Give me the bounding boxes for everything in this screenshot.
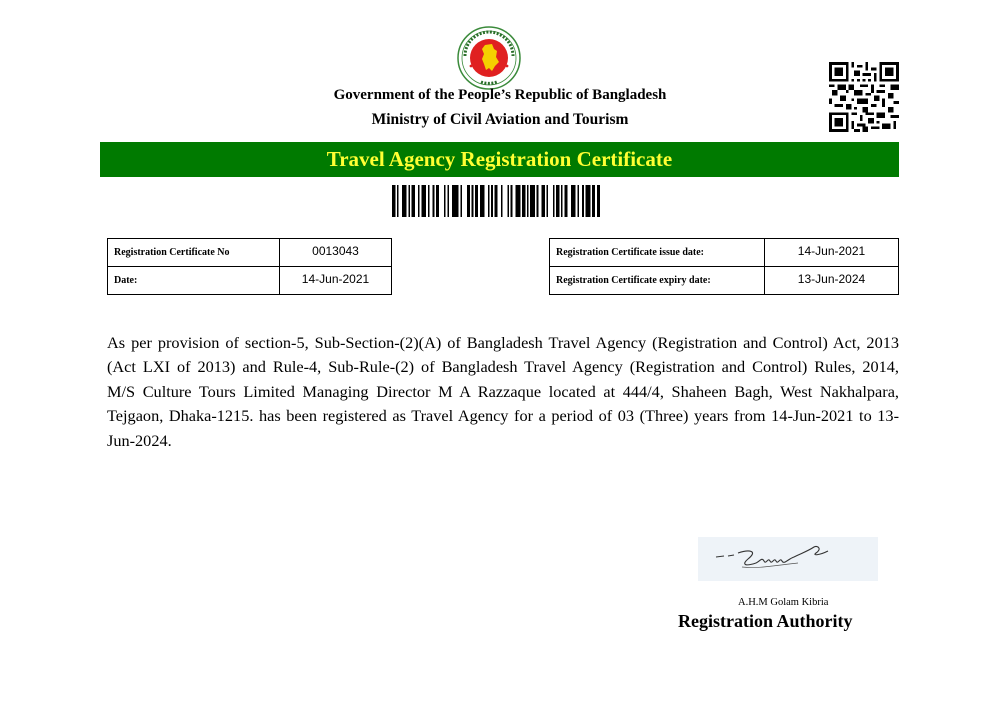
certificate-body-text: As per provision of section-5, Sub-Section-(2)(A) of Bangladesh Travel Agency (Registration and Control) Act, 2013 (Act LXI of 2013) and Rule-4, Sub-Rule-(2) of Bangladesh Travel Agency (Registration and Control) Rules, 2014, M/S Culture Tours Limited Managing Director M A Razzaque located at 444/4, Shaheen Bagh, West Nakhalpara, Tejgaon, Dhaka-1215. has been registered as Travel Agency for a period of 03 (Three) years from 14-Jun-2021 to 13-Jun-2024. (107, 333, 899, 450)
date-value: 14-Jun-2021 (280, 267, 392, 295)
expiry-date-label: Registration Certificate expiry date: (550, 267, 765, 295)
table-row (550, 239, 899, 267)
certificate-title: Travel Agency Registration Certificate (326, 147, 673, 171)
registration-number-label: Registration Certificate No (108, 239, 280, 267)
qr-code-icon (829, 62, 899, 132)
certificate-dates-table (549, 238, 899, 295)
registration-number-table (107, 238, 392, 295)
issue-date-value: 14-Jun-2021 (765, 239, 899, 267)
ministry-title: Ministry of Civil Aviation and Tourism (371, 111, 629, 128)
table-row (108, 267, 392, 295)
handwritten-signature-icon (698, 537, 878, 581)
government-title: Government of the People’s Republic of Bangladesh (333, 87, 667, 103)
issue-date-label: Registration Certificate issue date: (550, 239, 765, 267)
table-row (108, 239, 392, 267)
expiry-date-value: 13-Jun-2024 (765, 267, 899, 295)
signer-name: A.H.M Golam Kibria (738, 597, 829, 608)
registration-number-value: 0013043 (280, 239, 392, 267)
certificate-title-banner (100, 142, 899, 177)
signer-title: Registration Authority (678, 611, 853, 631)
barcode-icon (392, 185, 600, 217)
bangladesh-government-seal-icon (457, 26, 521, 90)
table-row (550, 267, 899, 295)
date-label: Date: (108, 267, 280, 295)
